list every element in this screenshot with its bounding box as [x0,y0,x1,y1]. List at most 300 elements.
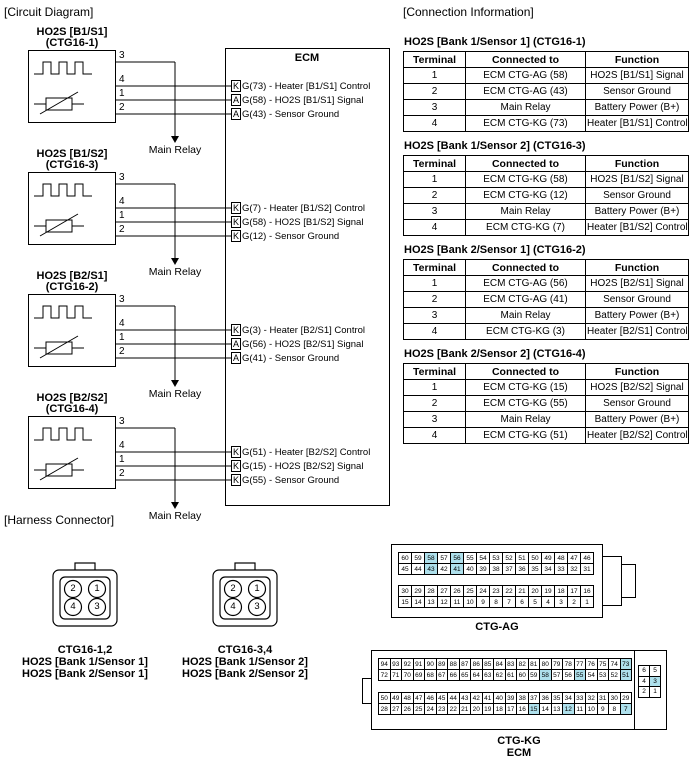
table-cell: 3 [404,308,466,324]
ctg-ag-pin-15: 15 [398,596,412,608]
wire-desc: G(55) - Sensor Ground [242,474,340,486]
ctg-kg-pin-82: 82 [516,658,529,670]
ctg-kg-pin-69: 69 [413,669,426,681]
ctg-ag-pin-1: 1 [580,596,594,608]
ctg-kg-pin-50: 50 [378,692,391,704]
table-cell: ECM CTG-KG (15) [466,380,586,396]
table-cell: Battery Power (B+) [586,100,689,116]
ctg-kg-pin-52: 52 [608,669,621,681]
ctg-kg-pin-27: 27 [390,703,403,715]
wire-code-box: K [233,217,240,227]
ctg-kg-pin-90: 90 [424,658,437,670]
table-cell: ECM CTG-AG (43) [466,84,586,100]
main-relay-label: Main Relay [148,144,202,156]
ctg-ag-pin-60: 60 [398,552,412,564]
wire-desc: G(73) - Heater [B1/S1] Control [242,80,371,92]
pin-number: 3 [119,172,125,183]
pin-number: 3 [119,416,125,427]
ctg-kg-pin-8: 8 [608,703,621,715]
wire-desc: G(43) - Sensor Ground [242,108,340,120]
ctg-ag-pin-43: 43 [424,563,438,575]
ctg-ag-pin-17: 17 [567,585,581,597]
sensor-title: HO2S [B2/S1] [36,270,108,282]
harness2-label-3: HO2S [Bank 2/Sensor 2] [182,668,308,680]
ctg-kg-pin-71: 71 [390,669,403,681]
table-cell: 1 [404,380,466,396]
ctg-ag-pin-54: 54 [476,552,490,564]
ctg-kg-pin-41: 41 [482,692,495,704]
ctg-kg-pin-62: 62 [493,669,506,681]
ctg-kg-pin-65: 65 [459,669,472,681]
table-cell: Main Relay [466,308,586,324]
wire-label [231,93,363,107]
ctg-kg-pin-68: 68 [424,669,437,681]
wire-desc: G(3) - Heater [B2/S1] Control [242,324,366,336]
table-header: Connected to [466,260,586,276]
ctg-kg-pin-49: 49 [390,692,403,704]
wire-label [231,337,363,351]
ctg-kg-pin-46: 46 [424,692,437,704]
table-row [404,308,689,324]
table-cell: ECM CTG-AG (41) [466,292,586,308]
ctg-kg-pin-42: 42 [470,692,483,704]
table-cell: 4 [404,428,466,444]
table-row [404,204,689,220]
ctg-kg-pin-45: 45 [436,692,449,704]
pin-number: 2 [119,224,125,235]
table-cell: Main Relay [466,204,586,220]
ctg-kg-pin-13: 13 [551,703,564,715]
table-row [404,412,689,428]
wire-label [231,79,370,93]
sensor-box [29,417,116,489]
pin-number: 2 [119,102,125,113]
table-row [404,324,689,340]
ctg-ag-pin-22: 22 [502,585,516,597]
ctg-kg-pin-18: 18 [493,703,506,715]
ctg-ag-pin-48: 48 [554,552,568,564]
table-header: Function [586,52,689,68]
wire-label [231,459,363,473]
ctg-kg-pin-11: 11 [574,703,587,715]
wire-desc: G(58) - HO2S [B1/S1] Signal [242,94,364,106]
table-cell: Sensor Ground [586,188,689,204]
sensor-connector-label: (CTG16-4) [45,403,99,415]
ctg-kg-pin-21: 21 [459,703,472,715]
ctg-kg-pin-19: 19 [482,703,495,715]
ecm-connector-label: ECM [506,747,532,759]
sensor-title: HO2S [B1/S1] [36,26,108,38]
table-row [404,428,689,444]
table-cell: Sensor Ground [586,396,689,412]
harness2-label-2: HO2S [Bank 1/Sensor 2] [182,656,308,668]
table-header: Function [586,260,689,276]
ctg-ag-pin-38: 38 [489,563,503,575]
harness1-pin-1: 1 [94,583,100,594]
wire-code-box: K [233,203,240,213]
table-title: HO2S [Bank 2/Sensor 2] (CTG16-4) [404,348,586,360]
ctg-kg-pin-74: 74 [608,658,621,670]
ctg-kg-pin-85: 85 [482,658,495,670]
wire-label [231,215,363,229]
ctg-kg-pin-83: 83 [505,658,518,670]
ctg-kg-pin-60: 60 [516,669,529,681]
ctg-kg-pin-54: 54 [585,669,598,681]
harness1-pin-2: 2 [70,583,76,594]
ctg-kg-pin-34: 34 [562,692,575,704]
ctg-ag-pin-52: 52 [502,552,516,564]
pin-number: 4 [119,196,125,207]
table-row [404,84,689,100]
pin-number: 1 [119,210,125,221]
wire-desc: G(51) - Heater [B2/S2] Control [242,446,371,458]
ctg-ag-pin-39: 39 [476,563,490,575]
table-cell: 4 [404,220,466,236]
ctg-ag-pin-27: 27 [437,585,451,597]
ctg-ag-pin-36: 36 [515,563,529,575]
wire-label [231,473,339,487]
harness-connector-1-drawing [53,563,117,626]
ctg-ag-pin-53: 53 [489,552,503,564]
table-cell: 2 [404,292,466,308]
ctg-kg-pin-12: 12 [562,703,575,715]
ctg-ag-ear [602,556,622,606]
table-cell: ECM CTG-KG (7) [466,220,586,236]
ctg-ag-ear-end [621,564,636,598]
table-cell: 1 [404,276,466,292]
circuit-diagram-heading: [Circuit Diagram] [4,5,94,19]
ctg-kg-pin-28: 28 [378,703,391,715]
ctg-kg-pin-32: 32 [585,692,598,704]
ctg-kg-pin-56: 56 [562,669,575,681]
ctg-ag-pin-41: 41 [450,563,464,575]
ctg-ag-pin-25: 25 [463,585,477,597]
ctg-ag-pin-23: 23 [489,585,503,597]
table-row [404,172,689,188]
ctg-ag-pin-56: 56 [450,552,464,564]
table-cell: Battery Power (B+) [586,412,689,428]
ctg-kg-pin-26: 26 [401,703,414,715]
table-cell: Main Relay [466,412,586,428]
table-header: Function [586,364,689,380]
harness-connector-2-drawing [213,563,277,626]
ctg-kg-pin-93: 93 [390,658,403,670]
ctg-ag-pin-58: 58 [424,552,438,564]
ctg-kg-label: CTG-KG [497,735,541,747]
table-header: Terminal [404,364,466,380]
table-cell: 2 [404,396,466,412]
ctg-ag-pin-7: 7 [502,596,516,608]
ctg-kg-pin-43: 43 [459,692,472,704]
ctg-ag-pin-14: 14 [411,596,425,608]
ctg-ag-pin-51: 51 [515,552,529,564]
ctg-kg-pin-25: 25 [413,703,426,715]
ctg-kg-pin-61: 61 [505,669,518,681]
ctg-kg-pin-6: 6 [638,665,650,677]
table-cell: ECM CTG-KG (73) [466,116,586,132]
table-title: HO2S [Bank 1/Sensor 2] (CTG16-3) [404,140,586,152]
table-cell: ECM CTG-AG (56) [466,276,586,292]
ctg-kg-pin-15: 15 [528,703,541,715]
table-row [404,100,689,116]
harness2-pin-2: 2 [230,583,236,594]
ctg-kg-pin-30: 30 [608,692,621,704]
arrow-down-icon [171,136,179,143]
table-cell: HO2S [B2/S1] Signal [586,276,689,292]
pin-number: 4 [119,440,125,451]
ctg-ag-pin-18: 18 [554,585,568,597]
ctg-kg-pin-40: 40 [493,692,506,704]
sensor-box [29,51,116,123]
sensor-connector-label: (CTG16-1) [45,37,99,49]
ctg-ag-pin-21: 21 [515,585,529,597]
table-cell: Heater [B1/S1] Control [586,116,689,132]
ctg-kg-pin-84: 84 [493,658,506,670]
table-row [404,396,689,412]
wire-code-box: K [233,325,240,335]
table-row [404,380,689,396]
ctg-ag-pin-34: 34 [541,563,555,575]
wire-label [231,107,339,121]
ctg-ag-pin-2: 2 [567,596,581,608]
pin-number: 4 [119,318,125,329]
ctg-kg-pin-4: 4 [638,676,650,688]
wire-code-box: A [233,95,240,105]
ctg-kg-pin-5: 5 [649,665,661,677]
ctg-ag-pin-5: 5 [528,596,542,608]
table-cell: 1 [404,68,466,84]
ctg-kg-pin-29: 29 [620,692,633,704]
arrow-down-icon [171,502,179,509]
ctg-kg-pin-9: 9 [597,703,610,715]
ctg-kg-pin-80: 80 [539,658,552,670]
table-cell: 3 [404,100,466,116]
harness2-label-1: CTG16-3,4 [217,644,273,656]
harness2-pin-4: 4 [230,601,236,612]
connection-table-2 [403,155,689,236]
ctg-ag-pin-24: 24 [476,585,490,597]
arrow-down-icon [171,258,179,265]
table-cell: Heater [B2/S2] Control [586,428,689,444]
ctg-kg-divider [634,651,635,729]
ctg-kg-pin-76: 76 [585,658,598,670]
table-cell: 4 [404,116,466,132]
wire-code-box: K [233,231,240,241]
pin-number: 1 [119,88,125,99]
ctg-kg-pin-53: 53 [597,669,610,681]
ctg-ag-pin-13: 13 [424,596,438,608]
pin-number: 2 [119,468,125,479]
table-header: Connected to [466,364,586,380]
ctg-ag-pin-19: 19 [541,585,555,597]
ctg-kg-pin-77: 77 [574,658,587,670]
table-cell: 3 [404,204,466,220]
wire-code-box: A [233,339,240,349]
table-cell: Sensor Ground [586,292,689,308]
ctg-ag-pin-10: 10 [463,596,477,608]
ctg-kg-pin-88: 88 [447,658,460,670]
wire-code-box: K [233,461,240,471]
table-cell: 2 [404,84,466,100]
ctg-ag-pin-33: 33 [554,563,568,575]
wire-code-box: A [233,109,240,119]
table-header: Connected to [466,52,586,68]
table-cell: ECM CTG-KG (51) [466,428,586,444]
ctg-kg-pin-2: 2 [638,686,650,698]
table-cell: HO2S [B1/S2] Signal [586,172,689,188]
main-relay-label: Main Relay [148,510,202,522]
ctg-kg-pin-86: 86 [470,658,483,670]
ctg-kg-pin-75: 75 [597,658,610,670]
ecm-box-title: ECM [294,52,320,64]
arrow-down-icon [171,380,179,387]
ctg-kg-pin-92: 92 [401,658,414,670]
ctg-ag-pin-47: 47 [567,552,581,564]
ctg-ag-pin-44: 44 [411,563,425,575]
ctg-ag-pin-42: 42 [437,563,451,575]
ctg-kg-pin-37: 37 [528,692,541,704]
sensor-connector-label: (CTG16-2) [45,281,99,293]
pin-number: 3 [119,50,125,61]
harness1-label-3: HO2S [Bank 2/Sensor 1] [22,668,148,680]
ctg-kg-pin-20: 20 [470,703,483,715]
table-cell: ECM CTG-AG (58) [466,68,586,84]
ctg-kg-pin-51: 51 [620,669,633,681]
table-title: HO2S [Bank 2/Sensor 1] (CTG16-2) [404,244,586,256]
ctg-kg-pin-48: 48 [401,692,414,704]
ctg-kg-pin-47: 47 [413,692,426,704]
ctg-kg-pin-33: 33 [574,692,587,704]
harness1-pin-4: 4 [70,601,76,612]
wire-desc: G(7) - Heater [B1/S2] Control [242,202,366,214]
ctg-ag-pin-35: 35 [528,563,542,575]
wire-desc: G(12) - Sensor Ground [242,230,340,242]
pin-number: 3 [119,294,125,305]
ctg-kg-pin-94: 94 [378,658,391,670]
harness2-pin-3: 3 [254,601,260,612]
harness1-label-1: CTG16-1,2 [57,644,113,656]
wire-code-box: K [233,475,240,485]
ctg-kg-pin-35: 35 [551,692,564,704]
ctg-ag-pin-45: 45 [398,563,412,575]
wire-code-box: K [233,447,240,457]
ctg-ag-pin-32: 32 [567,563,581,575]
ctg-ag-pin-26: 26 [450,585,464,597]
pin-number: 2 [119,346,125,357]
table-cell: ECM CTG-KG (55) [466,396,586,412]
table-cell: 4 [404,324,466,340]
table-cell: Battery Power (B+) [586,204,689,220]
table-row [404,276,689,292]
sensor-title: HO2S [B2/S2] [36,392,108,404]
ctg-ag-pin-31: 31 [580,563,594,575]
ctg-ag-pin-50: 50 [528,552,542,564]
pin-number: 4 [119,74,125,85]
sensor-title: HO2S [B1/S2] [36,148,108,160]
ctg-ag-pin-8: 8 [489,596,503,608]
harness2-pin-1: 1 [254,583,260,594]
ctg-ag-pin-46: 46 [580,552,594,564]
ctg-ag-pin-4: 4 [541,596,555,608]
ctg-kg-pin-78: 78 [562,658,575,670]
ctg-kg-pin-23: 23 [436,703,449,715]
table-cell: 1 [404,172,466,188]
ctg-ag-pin-30: 30 [398,585,412,597]
table-cell: Battery Power (B+) [586,308,689,324]
ctg-kg-pin-70: 70 [401,669,414,681]
wire-desc: G(41) - Sensor Ground [242,352,340,364]
ctg-kg-pin-17: 17 [505,703,518,715]
wire-label [231,351,339,365]
ctg-kg-pin-44: 44 [447,692,460,704]
table-cell: HO2S [B2/S2] Signal [586,380,689,396]
table-cell: ECM CTG-KG (12) [466,188,586,204]
table-header: Function [586,156,689,172]
table-header: Connected to [466,156,586,172]
sensor-connector-label: (CTG16-3) [45,159,99,171]
main-relay-label: Main Relay [148,266,202,278]
ctg-ag-pin-16: 16 [580,585,594,597]
table-row [404,116,689,132]
ctg-kg-pin-66: 66 [447,669,460,681]
ctg-ag-pin-3: 3 [554,596,568,608]
connection-table-3 [403,259,689,340]
ctg-kg-pin-59: 59 [528,669,541,681]
ctg-kg-pin-14: 14 [539,703,552,715]
ctg-kg-pin-57: 57 [551,669,564,681]
ctg-kg-pin-10: 10 [585,703,598,715]
table-header: Terminal [404,260,466,276]
ctg-ag-pin-55: 55 [463,552,477,564]
ctg-ag-pin-59: 59 [411,552,425,564]
table-cell: ECM CTG-KG (3) [466,324,586,340]
harness-connector-heading: [Harness Connector] [4,513,115,527]
ctg-kg-pin-91: 91 [413,658,426,670]
wire-label [231,229,339,243]
ctg-ag-pin-9: 9 [476,596,490,608]
connection-table-1 [403,51,689,132]
ctg-kg-pin-36: 36 [539,692,552,704]
table-row [404,292,689,308]
ctg-kg-pin-63: 63 [482,669,495,681]
wire-label [231,201,365,215]
ctg-kg-pin-1: 1 [649,686,661,698]
pin-number: 1 [119,332,125,343]
table-cell: Heater [B2/S1] Control [586,324,689,340]
table-cell: Heater [B1/S2] Control [586,220,689,236]
sensor-box [29,295,116,367]
table-cell: 3 [404,412,466,428]
ctg-kg-pin-87: 87 [459,658,472,670]
ctg-kg-pin-81: 81 [528,658,541,670]
ctg-kg-tab [362,678,372,704]
ctg-ag-pin-29: 29 [411,585,425,597]
table-row [404,220,689,236]
connection-table-4 [403,363,689,444]
wire-code-box: A [233,353,240,363]
table-cell: Main Relay [466,100,586,116]
ctg-kg-pin-64: 64 [470,669,483,681]
ctg-ag-pin-28: 28 [424,585,438,597]
wire-desc: G(15) - HO2S [B2/S2] Signal [242,460,364,472]
ctg-kg-pin-24: 24 [424,703,437,715]
sensor-box [29,173,116,245]
ctg-ag-pin-12: 12 [437,596,451,608]
ctg-kg-pin-39: 39 [505,692,518,704]
ctg-kg-pin-7: 7 [620,703,633,715]
harness1-pin-3: 3 [94,601,100,612]
ctg-kg-pin-38: 38 [516,692,529,704]
